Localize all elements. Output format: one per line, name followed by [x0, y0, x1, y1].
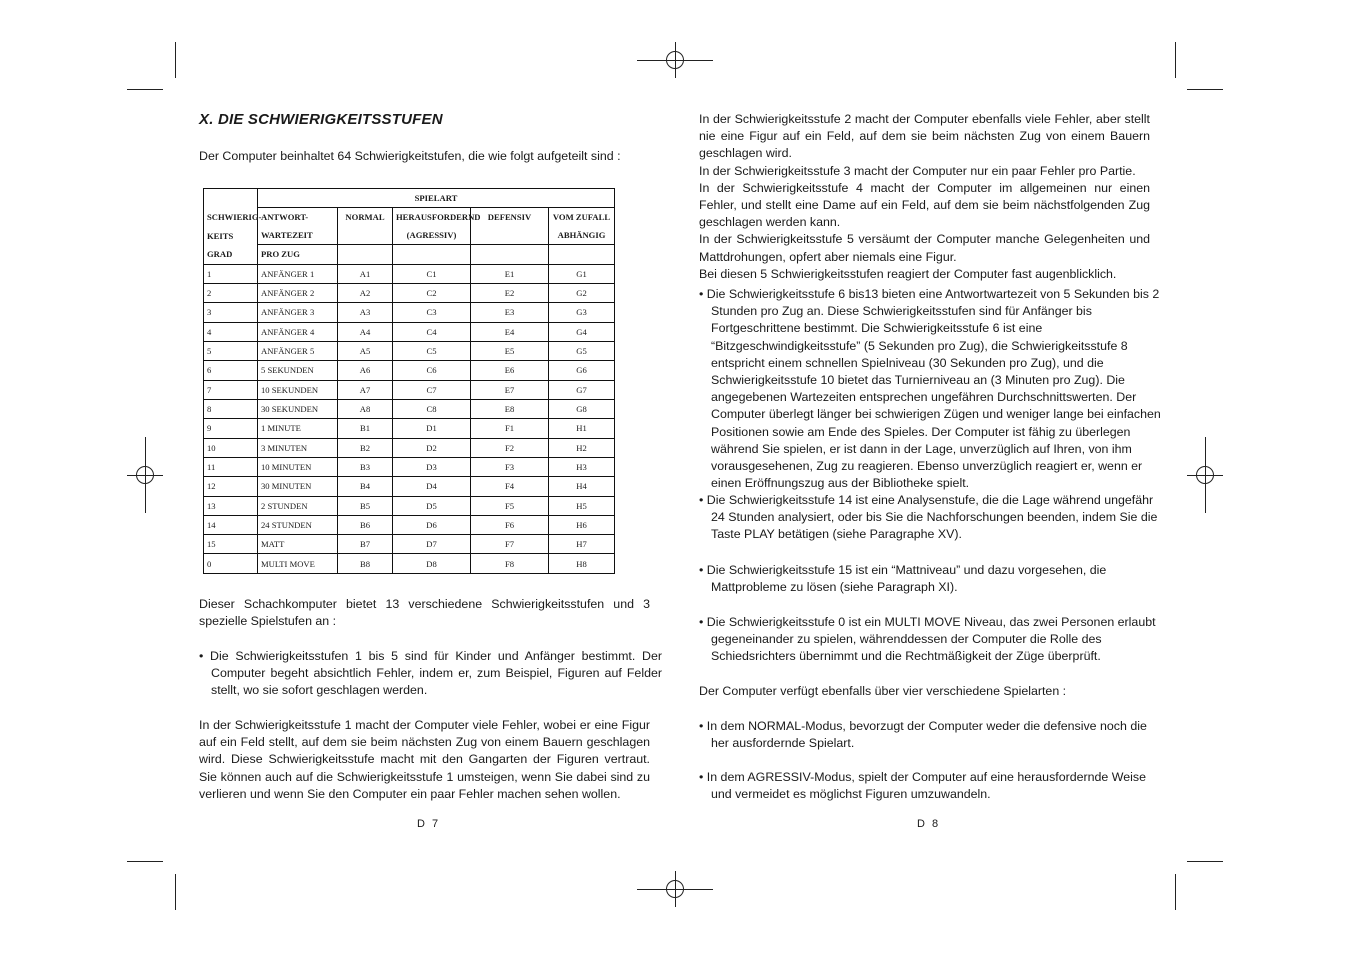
page-number: D 8 [917, 818, 941, 830]
normal-cell: B3 [338, 457, 393, 476]
zufall-cell: H6 [549, 515, 615, 534]
header-level: SCHWIERIG- [204, 208, 258, 226]
crop-mark [175, 42, 176, 78]
bullet-paragraph: • Die Schwierigkeitsstufen 1 bis 5 sind für Kinder und Anfänger bestimmt. Der Computer begeht absichtlich Fehler, indem er, zum Beispiel, Figuren auf Felder stellt, wo sie sofort geschlagen werden. [199, 649, 662, 698]
zufall-cell: G7 [549, 380, 615, 399]
zufall-cell: G5 [549, 341, 615, 360]
normal-cell: B2 [338, 438, 393, 457]
table-row [204, 264, 615, 283]
time-cell: ANFÄNGER 1 [258, 264, 338, 283]
header-heraus: HERAUSFORDERND [393, 208, 471, 226]
level-cell: 12 [204, 477, 258, 496]
header-blank [471, 226, 549, 244]
defensiv-cell: E2 [471, 283, 549, 302]
normal-cell: B7 [338, 535, 393, 554]
bullet-paragraph: • Die Schwierigkeitsstufe 6 bis13 bieten eine Antwortwartezeit von 5 Sekunden bis 2 Stunden pro Zug an. Diese Schwierigkeitsstufen sind für Anfänger bis Fortgeschrittene bestimmt. Die Schwierigkeitsstufe 6 ist eine “Bitzgeschwindigkeitsstufe” (5 Sekunden pro Zug), die Schwierigkeitsstufe 8 entspricht einem schnellen Spielniveau (30 Sekunden pro Zug), und die Schwierigkeitsstufe 10 bietet das Turnierniveau an (3 Minuten pro Zug). Die angegebenen Wartezeiten entsprechen ungefähren Durchschnittswerten. Der Computer überlegt länger bei schwierigen Zügen und weniger lange bei einfachen Positionen sowie am Ende des Spieles. Der Computer ist fähig zu überlegen während Sie spielen, er ist dann in der Lage, unverzüglich auf Ihren, von ihm vorausgesehenen, Zug zu reagieren. Ebenso unverzüglich reagiert er, wenn er einen Eröffnungszug aus der Bibliotheke spielt. [699, 287, 1161, 491]
table-row [204, 303, 615, 322]
registration-line [637, 889, 713, 890]
zufall-cell: G2 [549, 283, 615, 302]
zufall-cell: G3 [549, 303, 615, 322]
defensiv-cell: E6 [471, 361, 549, 380]
time-cell: 10 MINUTEN [258, 457, 338, 476]
heraus-cell: C6 [393, 361, 471, 380]
time-cell: 2 STUNDEN [258, 496, 338, 515]
defensiv-cell: E7 [471, 380, 549, 399]
crop-mark [1187, 861, 1223, 862]
normal-cell: B1 [338, 419, 393, 438]
level-cell: 14 [204, 515, 258, 534]
zufall-cell: H5 [549, 496, 615, 515]
defensiv-cell: F4 [471, 477, 549, 496]
zufall-cell: H4 [549, 477, 615, 496]
table-row [204, 399, 615, 418]
level-cell: 7 [204, 380, 258, 399]
bullet-paragraph: • In dem NORMAL-Modus, bevorzugt der Computer weder die defensive noch die her ausfordernde Spielart. [699, 719, 1147, 751]
level-cell: 13 [204, 496, 258, 515]
normal-cell: B8 [338, 554, 393, 574]
bullet-paragraph: • In dem AGRESSIV-Modus, spielt der Computer auf eine herausfordernde Weise und vermeidet es möglichst Figuren umzuwandeln. [699, 770, 1146, 802]
registration-line [127, 475, 163, 476]
crop-mark [175, 874, 176, 910]
defensiv-cell: F2 [471, 438, 549, 457]
level-cell: 15 [204, 535, 258, 554]
bullet-paragraph: • Die Schwierigkeitsstufe 14 ist eine Analysenstufe, die die Lage während ungefähr 24 Stunden analysiert, oder bis Sie die Nachforschungen beenden, indem Sie die Taste PLAY betätigen (siehe Paragraphe XV). [699, 493, 1158, 542]
paragraph: In der Schwierigkeitsstufe 2 macht der Computer ebenfalls viele Fehler, aber stellt nie eine Figur auf ein Feld, auf dem sie beim nächsten Zug von einem Bauern geschlagen wird. [699, 112, 1150, 161]
table-row [204, 535, 615, 554]
heraus-cell: C5 [393, 341, 471, 360]
normal-cell: A4 [338, 322, 393, 341]
header-zufall: ABHÄNGIG [549, 226, 615, 244]
zufall-cell: H7 [549, 535, 615, 554]
paragraph: In der Schwierigkeitsstufe 3 macht der Computer nur ein paar Fehler pro Partie. [699, 163, 1136, 178]
levels-table [203, 188, 615, 574]
defensiv-cell: E5 [471, 341, 549, 360]
page-number: D 7 [417, 818, 441, 830]
defensiv-cell: F5 [471, 496, 549, 515]
header-zufall: VOM ZUFALL [549, 208, 615, 226]
defensiv-cell: E3 [471, 303, 549, 322]
normal-cell: A6 [338, 361, 393, 380]
table-header-row [204, 226, 615, 244]
normal-cell: A1 [338, 264, 393, 283]
zufall-cell: G6 [549, 361, 615, 380]
paragraph: In der Schwierigkeitsstufe 5 versäumt der Computer manche Gelegenheiten und Mattdrohungen, opfert aber niemals eine Figur. [699, 232, 1150, 264]
defensiv-cell: E4 [471, 322, 549, 341]
normal-cell: A5 [338, 341, 393, 360]
table-row [204, 496, 615, 515]
header-blank [393, 245, 471, 264]
table-header-row [204, 189, 615, 208]
table-row [204, 554, 615, 574]
table-header-row [204, 245, 615, 264]
header-level-blank [204, 189, 258, 208]
heraus-cell: C2 [393, 283, 471, 302]
level-cell: 9 [204, 419, 258, 438]
header-blank [471, 245, 549, 264]
heraus-cell: C7 [393, 380, 471, 399]
heraus-cell: C1 [393, 264, 471, 283]
paragraph: In der Schwierigkeitsstufe 4 macht der Computer im allgemeinen nur einen Fehler, und stellt eine Dame auf ein Feld, auf dem sie beim nächstfolgenden Zug geschlagen werden kann. [699, 180, 1150, 230]
heraus-cell: C3 [393, 303, 471, 322]
defensiv-cell: F6 [471, 515, 549, 534]
table-row [204, 380, 615, 399]
heraus-cell: C4 [393, 322, 471, 341]
zufall-cell: H1 [549, 419, 615, 438]
time-cell: MULTI MOVE [258, 554, 338, 574]
heraus-cell: D3 [393, 457, 471, 476]
header-normal: NORMAL [338, 208, 393, 226]
registration-line [1187, 475, 1223, 476]
defensiv-cell: F1 [471, 419, 549, 438]
level-cell: 1 [204, 264, 258, 283]
crop-mark [127, 861, 163, 862]
level-cell: 11 [204, 457, 258, 476]
defensiv-cell: E8 [471, 399, 549, 418]
time-cell: ANFÄNGER 2 [258, 283, 338, 302]
intro-text: Der Computer beinhaltet 64 Schwierigkeitstufen, die wie folgt aufgeteilt sind : [199, 149, 621, 163]
level-cell: 10 [204, 438, 258, 457]
normal-cell: A8 [338, 399, 393, 418]
heraus-cell: D5 [393, 496, 471, 515]
header-level: GRAD [204, 245, 258, 264]
table-row [204, 341, 615, 360]
table-row [204, 419, 615, 438]
heraus-cell: D1 [393, 419, 471, 438]
time-cell: 3 MINUTEN [258, 438, 338, 457]
table-header-row [204, 208, 615, 226]
level-cell: 5 [204, 341, 258, 360]
heraus-cell: D7 [393, 535, 471, 554]
defensiv-cell: F3 [471, 457, 549, 476]
header-blank [338, 226, 393, 244]
level-cell: 6 [204, 361, 258, 380]
normal-cell: B4 [338, 477, 393, 496]
bullet-paragraph: • Die Schwierigkeitsstufe 15 ist ein “Mattniveau” und dazu vorgesehen, die Mattprobleme zu lösen (siehe Paragraph XI). [699, 563, 1107, 595]
time-cell: 30 SEKUNDEN [258, 399, 338, 418]
normal-cell: B6 [338, 515, 393, 534]
defensiv-cell: F8 [471, 554, 549, 574]
registration-line [637, 60, 713, 61]
time-cell: ANFÄNGER 3 [258, 303, 338, 322]
level-cell: 4 [204, 322, 258, 341]
zufall-cell: G1 [549, 264, 615, 283]
paragraph: Dieser Schachkomputer bietet 13 verschiedene Schwierigkeitsstufen und 3 spezielle Spielstufen an : [199, 597, 650, 629]
defensiv-cell: F7 [471, 535, 549, 554]
table-row [204, 515, 615, 534]
normal-cell: A2 [338, 283, 393, 302]
header-spielart: SPIELART [258, 189, 615, 208]
section-title: X. DIE SCHWIERIGKEITSSTUFEN [199, 111, 443, 128]
normal-cell: A3 [338, 303, 393, 322]
time-cell: ANFÄNGER 4 [258, 322, 338, 341]
normal-cell: A7 [338, 380, 393, 399]
defensiv-cell: E1 [471, 264, 549, 283]
zufall-cell: H2 [549, 438, 615, 457]
header-level: KEITS [204, 226, 258, 244]
zufall-cell: G8 [549, 399, 615, 418]
heraus-cell: D4 [393, 477, 471, 496]
crop-mark [1187, 89, 1223, 90]
normal-cell: B5 [338, 496, 393, 515]
table-row [204, 361, 615, 380]
time-cell: ANFÄNGER 5 [258, 341, 338, 360]
crop-mark [1175, 874, 1176, 910]
level-cell: 0 [204, 554, 258, 574]
zufall-cell: H3 [549, 457, 615, 476]
time-cell: 1 MINUTE [258, 419, 338, 438]
time-cell: 10 SEKUNDEN [258, 380, 338, 399]
heraus-cell: D2 [393, 438, 471, 457]
header-time: PRO ZUG [258, 245, 338, 264]
crop-mark [127, 89, 163, 90]
time-cell: 24 STUNDEN [258, 515, 338, 534]
level-cell: 2 [204, 283, 258, 302]
header-heraus: (AGRESSIV) [393, 226, 471, 244]
zufall-cell: H8 [549, 554, 615, 574]
crop-mark [1175, 42, 1176, 78]
header-defensiv: DEFENSIV [471, 208, 549, 226]
header-blank [549, 245, 615, 264]
level-cell: 3 [204, 303, 258, 322]
table-row [204, 438, 615, 457]
table-row [204, 322, 615, 341]
table-row [204, 477, 615, 496]
table-row [204, 283, 615, 302]
bullet-paragraph: • Die Schwierigkeitsstufe 0 ist ein MULTI MOVE Niveau, das zwei Personen erlaubt gegeneinander zu spielen, währenddessen der Computer die Rolle des Schiedsrichters übernimmt und die Rechtmäßigkeit der Züge überprüft. [699, 615, 1156, 664]
levels-table-container [203, 188, 614, 574]
paragraph: Der Computer verfügt ebenfalls über vier verschiedene Spielarten : [699, 684, 1067, 698]
paragraph: In der Schwierigkeitsstufe 1 macht der Computer viele Fehler, wobei er eine Figur auf ein Feld stellt, auf dem sie beim nächsten Zug von einem Bauern geschlagen wird. Diese Schwierigkeitsstufe macht mit den Gangarten der Figuren vertraut. Sie können auch auf die Schwierigkeitsstufe 1 umsteigen, wenn Sie dabei sind zu verlieren und wenn Sie den Computer ein paar Fehler machen sehen wollen. [199, 718, 650, 801]
heraus-cell: C8 [393, 399, 471, 418]
paragraph: Bei diesen 5 Schwierigkeitsstufen reagiert der Computer fast augenblicklich. [699, 266, 1117, 281]
zufall-cell: G4 [549, 322, 615, 341]
time-cell: 30 MINUTEN [258, 477, 338, 496]
header-time: ANTWORT- [258, 208, 338, 226]
header-blank [338, 245, 393, 264]
heraus-cell: D8 [393, 554, 471, 574]
header-time: WARTEZEIT [258, 226, 338, 244]
heraus-cell: D6 [393, 515, 471, 534]
level-cell: 8 [204, 399, 258, 418]
time-cell: MATT [258, 535, 338, 554]
table-row [204, 457, 615, 476]
time-cell: 5 SEKUNDEN [258, 361, 338, 380]
